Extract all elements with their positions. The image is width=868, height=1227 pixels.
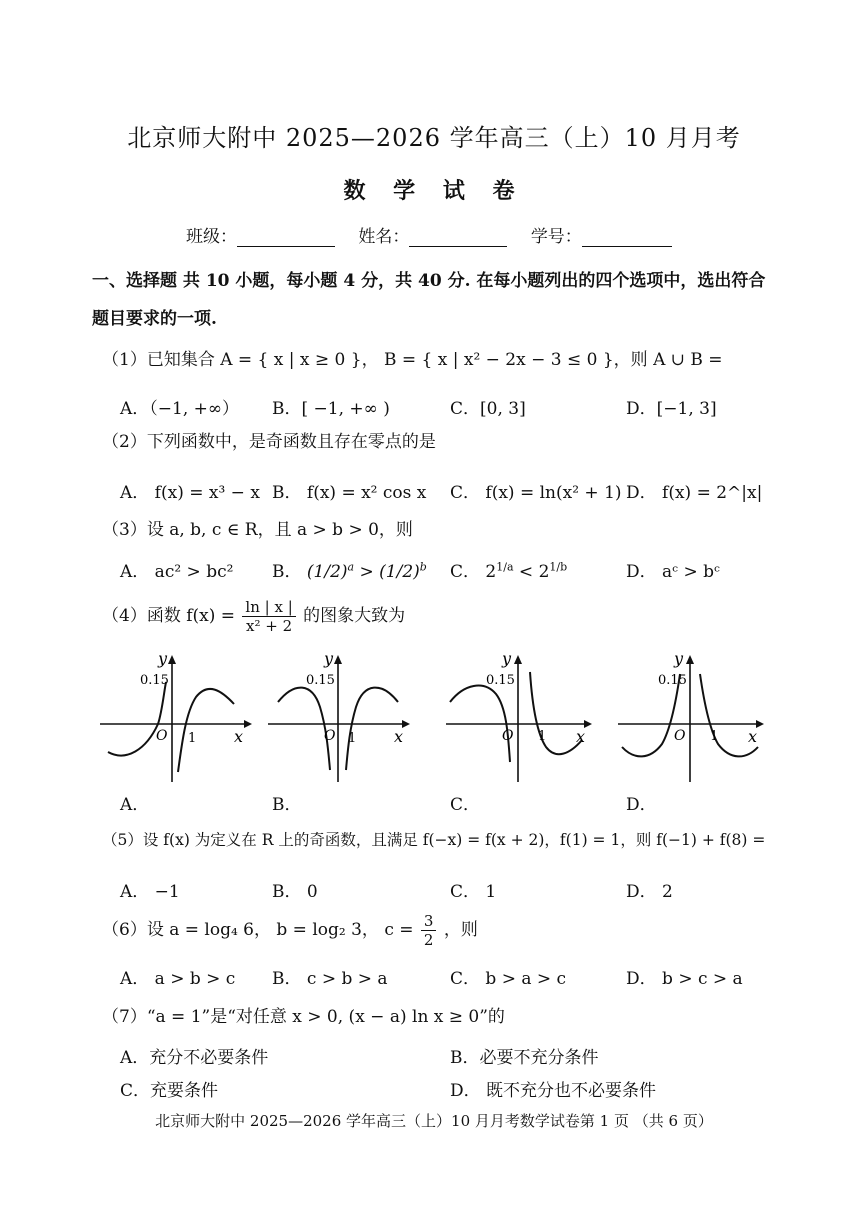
q4-graph-a-y-tick: 0.15: [140, 673, 169, 688]
q4-graph-d-origin: O: [674, 728, 686, 744]
q6-stem-suffix: ，则: [443, 920, 478, 940]
q4-graph-c-x-tick: 1: [538, 729, 547, 744]
q1-option-a[interactable]: A．（−1, +∞）: [120, 399, 240, 419]
q5-option-a[interactable]: A． −1: [120, 882, 180, 902]
q4-graph-c-x-label: x: [576, 727, 586, 746]
q2-option-b[interactable]: B． f(x) = x² cos x: [272, 483, 427, 503]
q4-graph-b-x-label: x: [394, 727, 404, 746]
q3-option-c[interactable]: C． $2^{1/a} < 2^{1/b}$: [450, 560, 568, 582]
question-2-stem: （2）下列函数中，是奇函数且存在零点的是: [102, 432, 436, 452]
q1-option-d[interactable]: D．[−1, 3]: [626, 399, 717, 419]
q4-option-c[interactable]: C．: [450, 795, 481, 815]
q6-stem-prefix: （6）设 a = log₄ 6， b = log₂ 3， c =: [102, 920, 414, 940]
q4-graph-c-y-label: y: [502, 652, 512, 668]
student-info-fields: [186, 222, 690, 247]
id-blank[interactable]: [582, 228, 672, 247]
question-3-stem: （3）设 a, b, c ∈ R，且 a > b > 0，则: [102, 520, 413, 540]
q2-option-c[interactable]: C． f(x) = ln(x² + 1): [450, 483, 622, 503]
q4-stem-prefix: （4）函数 f(x) =: [102, 606, 236, 626]
q4-graph-b-x-tick: 1: [348, 731, 357, 746]
q3-option-b-exp-a: a: [347, 560, 355, 574]
name-label: 姓名：: [358, 227, 410, 247]
q3-option-c-right: 2: [538, 562, 550, 582]
question-7-stem: （7）“a = 1”是“对任意 x > 0, (x − a) ln x ≥ 0”的: [102, 1007, 505, 1027]
q4-graph-a: [96, 652, 256, 787]
q4-graph-c-y-tick: 0.15: [486, 673, 515, 688]
page-footer: 北京师大附中 2025—2026 学年高三（上）10 月月考数学试卷第 1 页 （共 6 页）: [155, 1112, 713, 1130]
q4-graph-d: [614, 652, 769, 787]
q6-fraction-denominator: 2: [423, 931, 434, 949]
q4-stem-suffix: 的图象大致为: [303, 606, 406, 626]
class-label: 班级：: [186, 227, 237, 247]
q6-fraction-numerator: 3: [421, 912, 437, 931]
exam-subtitle: 数 学 试 卷: [343, 178, 525, 204]
q4-graph-b-y-label: y: [324, 652, 334, 668]
q3-option-b-letter: B．: [272, 562, 302, 582]
q5-option-b[interactable]: B． 0: [272, 882, 318, 902]
q3-option-b-relation: >: [354, 562, 380, 582]
question-4-stem: [102, 598, 405, 635]
q7-option-a[interactable]: A．充分不必要条件: [120, 1048, 269, 1068]
q7-option-b[interactable]: B．必要不充分条件: [450, 1048, 599, 1068]
q6-option-a[interactable]: A． a > b > c: [120, 969, 236, 989]
q4-option-d[interactable]: D．: [626, 795, 657, 815]
q3-option-c-left: 2: [485, 562, 497, 582]
q4-graph-b-origin: O: [324, 728, 336, 744]
q4-fraction-denominator: x² + 2: [246, 617, 293, 635]
q4-graph-d-y-label: y: [674, 652, 684, 668]
id-label: 学号：: [530, 227, 582, 247]
q7-option-d[interactable]: D． 既不充分也不必要条件: [450, 1081, 657, 1101]
q1-option-b[interactable]: B．[ −1, +∞ ): [272, 399, 390, 419]
q3-option-b-base-left: (1/2): [306, 562, 348, 582]
q4-fraction-numerator: ln | x |: [242, 598, 295, 617]
q4-graph-a-x-tick: 1: [188, 731, 197, 746]
q3-option-b-base-right: (1/2): [379, 562, 420, 582]
q4-fraction: [242, 598, 295, 635]
q4-option-a[interactable]: A．: [120, 795, 150, 815]
section-heading: 一、选择题 共 10 小题，每小题 4 分，共 40 分. 在每小题列出的四个选项中，选出符合题目要求的一项.: [92, 271, 766, 329]
q4-graph-c-origin: O: [502, 728, 514, 744]
name-blank[interactable]: [409, 228, 507, 247]
question-1-stem: （1）已知集合 A = { x | x ≥ 0 }， B = { x | x² − 2x − 3 ≤ 0 }，则 A ∪ B =: [102, 350, 723, 370]
q4-graph-b: [264, 652, 414, 787]
q3-option-c-letter: C．: [450, 562, 481, 582]
question-5-stem: （5）设 f(x) 为定义在 R 上的奇函数，且满足 f(−x) = f(x + 2)，f(1) = 1，则 f(−1) + f(8) =: [102, 831, 766, 849]
q4-option-b[interactable]: B．: [272, 795, 302, 815]
q4-graph-a-x-label: x: [234, 727, 244, 746]
q4-graph-d-x-label: x: [748, 727, 758, 746]
q3-option-b[interactable]: [272, 557, 427, 582]
q4-graph-a-origin: O: [156, 728, 168, 744]
q3-option-a[interactable]: A． ac² > bc²: [120, 562, 234, 582]
q2-option-a[interactable]: A． f(x) = x³ − x: [120, 483, 260, 503]
q6-option-c[interactable]: C． b > a > c: [450, 969, 567, 989]
q2-option-d[interactable]: D． f(x) = 2^|x|: [626, 483, 763, 503]
q4-graph-d-y-tick: 0.15: [658, 673, 687, 688]
q5-option-d[interactable]: D． 2: [626, 882, 673, 902]
exam-title: 北京师大附中 2025—2026 学年高三（上）10 月月考: [127, 124, 741, 152]
class-blank[interactable]: [237, 228, 335, 247]
q5-option-c[interactable]: C． 1: [450, 882, 497, 902]
question-6-stem: [102, 912, 478, 949]
q6-fraction: [421, 912, 437, 949]
q3-option-b-exp-b: b: [419, 560, 427, 574]
q4-graph-d-x-tick: 1: [710, 729, 719, 744]
q7-option-c[interactable]: C．充要条件: [120, 1081, 219, 1101]
q4-graph-a-y-label: y: [158, 652, 168, 668]
q6-option-d[interactable]: D． b > c > a: [626, 969, 743, 989]
q4-graph-c: [442, 652, 597, 787]
q3-option-c-relation: <: [513, 562, 539, 582]
q4-graph-b-y-tick: 0.15: [306, 673, 335, 688]
q6-option-b[interactable]: B． c > b > a: [272, 969, 388, 989]
q3-option-d[interactable]: D． aᶜ > bᶜ: [626, 562, 720, 582]
q1-option-c[interactable]: C．[0, 3]: [450, 399, 526, 419]
